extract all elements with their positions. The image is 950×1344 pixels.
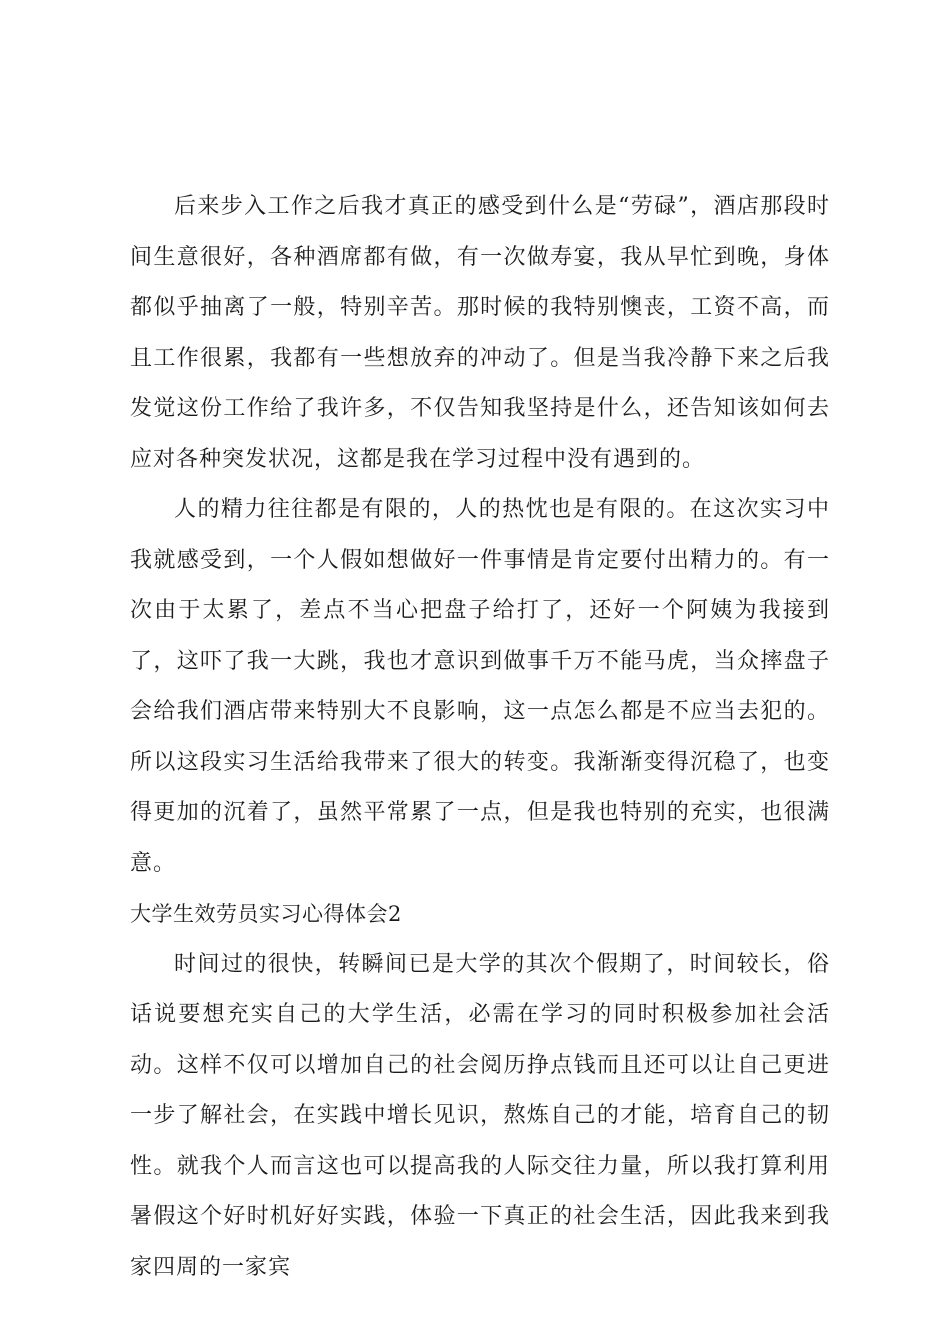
body-paragraph-1: 后来步入工作之后我才真正的感受到什么是“劳碌”，酒店那段时间生意很好，各种酒席都有做，有一次做寿宴，我从早忙到晚，身体都似乎抽离了一般，特别辛苦。那时候的我特别懊丧，工资不高，而且工作很累，我都有一些想放弃的冲动了。但是当我冷静下来之后我发觉这份工作给了我许多，不仅告知我坚持是什么，还告知该如何去应对各种突发状况，这都是我在学习过程中没有遇到的。 xyxy=(130,194,830,472)
body-paragraph-2: 人的精力往往都是有限的，人的热忱也是有限的。在这次实习中我就感受到，一个人假如想做好一件事情是肯定要付出精力的。有一次由于太累了，差点不当心把盘子给打了，还好一个阿姨为我接到了，这吓了我一大跳，我也才意识到做事千万不能马虎，当众摔盘子会给我们酒店带来特别大不良影响，这一点怎么都是不应当去犯的。所以这段实习生活给我带来了很大的转变。我渐渐变得沉稳了，也变得更加的沉着了，虽然平常累了一点，但是我也特别的充实，也很满意。 xyxy=(130,497,830,876)
section-heading: 大学生效劳员实习心得体会2 xyxy=(130,902,402,926)
document-page xyxy=(130,182,830,1293)
body-paragraph-3: 时间过的很快，转瞬间已是大学的其次个假期了，时间较长，俗话说要想充实自己的大学生活，必需在学习的同时积极参加社会活动。这样不仅可以增加自己的社会阅历挣点钱而且还可以让自己更进一步了解社会，在实践中增长见识，熬炼自己的才能，培育自己的韧性。就我个人而言这也可以提高我的人际交往力量，所以我打算利用暑假这个好时机好好实践，体验一下真正的社会生活，因此我来到我家四周的一家宾 xyxy=(130,951,830,1280)
